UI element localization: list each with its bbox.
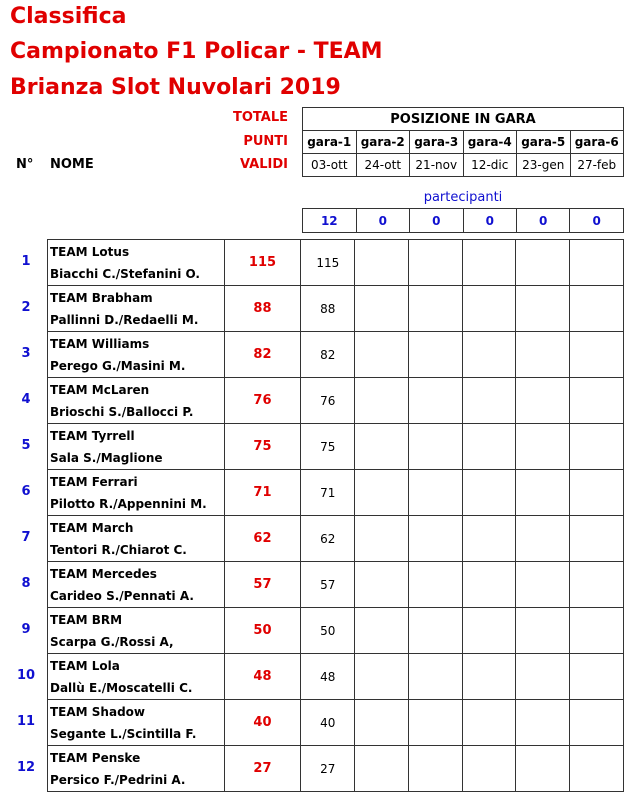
race-4-points — [462, 516, 516, 562]
total-points: 50 — [224, 608, 301, 654]
title-line-2: Campionato F1 Policar - TEAM — [10, 39, 383, 64]
race-3-points — [408, 424, 462, 470]
race-6-points — [570, 424, 624, 470]
race-4-points — [462, 240, 516, 286]
race-4-points — [462, 470, 516, 516]
race-3-points — [408, 378, 462, 424]
team-name: TEAM Penske — [50, 750, 141, 765]
table-row — [48, 240, 624, 286]
race-6-points — [570, 286, 624, 332]
race-date: 21-nov — [410, 154, 464, 177]
race-date: 23-gen — [517, 154, 571, 177]
race-2-points — [355, 700, 409, 746]
race-4-points — [462, 608, 516, 654]
race-6-points — [570, 746, 624, 792]
race-participants: 0 — [463, 209, 516, 233]
total-points: 71 — [224, 470, 301, 516]
race-2-points — [355, 516, 409, 562]
table-row — [48, 654, 624, 700]
team-cell — [48, 378, 225, 424]
race-2-points — [355, 746, 409, 792]
race-5-points — [516, 700, 570, 746]
race-1-points: 75 — [301, 424, 355, 470]
total-points: 57 — [224, 562, 301, 608]
drivers: Pallinni D./Redaelli M. — [50, 312, 199, 327]
race-2-points — [355, 424, 409, 470]
table-row — [48, 562, 624, 608]
position-number: 1 — [21, 254, 31, 269]
drivers: Carideo S./Pennati A. — [50, 588, 194, 603]
race-5-points — [516, 470, 570, 516]
drivers: Pilotto R./Appennini M. — [50, 496, 207, 511]
race-6-points — [570, 470, 624, 516]
race-4-points — [462, 654, 516, 700]
position-number: 6 — [21, 484, 31, 499]
race-4-points — [462, 332, 516, 378]
race-3-points — [408, 700, 462, 746]
header-totale: TOTALE — [232, 110, 288, 125]
race-2-points — [355, 470, 409, 516]
race-3-points — [408, 746, 462, 792]
position-number: 7 — [21, 530, 31, 545]
race-2-points — [355, 378, 409, 424]
team-cell — [48, 516, 225, 562]
team-cell — [48, 562, 225, 608]
team-name: TEAM March — [50, 520, 134, 535]
position-number: 10 — [16, 668, 36, 683]
team-name: TEAM Brabham — [50, 290, 153, 305]
race-4-points — [462, 424, 516, 470]
participants-table — [302, 208, 624, 233]
race-6-points — [570, 608, 624, 654]
header-partecipanti: partecipanti — [423, 190, 503, 205]
race-3-points — [408, 516, 462, 562]
team-cell — [48, 286, 225, 332]
race-participants: 0 — [410, 209, 463, 233]
race-participants: 0 — [516, 209, 569, 233]
race-5-points — [516, 240, 570, 286]
table-row — [48, 470, 624, 516]
race-label: gara-1 — [303, 131, 357, 154]
race-label: gara-5 — [517, 131, 571, 154]
race-label: gara-6 — [570, 131, 624, 154]
team-name: TEAM Shadow — [50, 704, 145, 719]
drivers: Brioschi S./Ballocci P. — [50, 404, 194, 419]
race-3-points — [408, 608, 462, 654]
team-name: TEAM McLaren — [50, 382, 150, 397]
race-2-points — [355, 562, 409, 608]
team-cell — [48, 332, 225, 378]
race-1-points: 62 — [301, 516, 355, 562]
race-label: gara-2 — [356, 131, 410, 154]
team-cell — [48, 424, 225, 470]
race-6-points — [570, 516, 624, 562]
race-1-points: 57 — [301, 562, 355, 608]
team-name: TEAM Mercedes — [50, 566, 157, 581]
table-row — [48, 286, 624, 332]
race-participants: 0 — [356, 209, 409, 233]
race-4-points — [462, 286, 516, 332]
total-points: 40 — [224, 700, 301, 746]
title-line-3: Brianza Slot Nuvolari 2019 — [10, 75, 341, 100]
team-cell — [48, 240, 225, 286]
race-1-points: 115 — [301, 240, 355, 286]
total-points: 27 — [224, 746, 301, 792]
race-3-points — [408, 562, 462, 608]
position-number: 11 — [16, 714, 36, 729]
race-1-points: 71 — [301, 470, 355, 516]
race-participants: 0 — [570, 209, 624, 233]
race-6-points — [570, 562, 624, 608]
table-row — [48, 746, 624, 792]
race-header-table — [302, 107, 624, 177]
race-5-points — [516, 746, 570, 792]
drivers: Scarpa G./Rossi A, — [50, 634, 174, 649]
race-3-points — [408, 470, 462, 516]
drivers: Segante L./Scintilla F. — [50, 726, 197, 741]
header-punti: PUNTI — [243, 134, 288, 149]
race-2-points — [355, 240, 409, 286]
team-cell — [48, 470, 225, 516]
race-6-points — [570, 654, 624, 700]
total-points: 82 — [224, 332, 301, 378]
position-number: 9 — [21, 622, 31, 637]
header-num: N° — [16, 157, 34, 172]
race-date: 12-dic — [463, 154, 517, 177]
race-3-points — [408, 286, 462, 332]
race-5-points — [516, 286, 570, 332]
race-6-points — [570, 700, 624, 746]
race-5-points — [516, 562, 570, 608]
drivers: Persico F./Pedrini A. — [50, 772, 186, 787]
team-name: TEAM Williams — [50, 336, 150, 351]
position-number: 5 — [21, 438, 31, 453]
position-number: 3 — [21, 346, 31, 361]
race-1-points: 40 — [301, 700, 355, 746]
race-date: 24-ott — [356, 154, 410, 177]
header-name: NOME — [50, 157, 94, 172]
drivers: Biacchi C./Stefanini O. — [50, 266, 200, 281]
race-date: 27-feb — [570, 154, 624, 177]
race-3-points — [408, 654, 462, 700]
race-4-points — [462, 700, 516, 746]
race-1-points: 48 — [301, 654, 355, 700]
total-points: 115 — [224, 240, 301, 286]
team-name: TEAM Ferrari — [50, 474, 138, 489]
race-1-points: 76 — [301, 378, 355, 424]
team-name: TEAM Lotus — [50, 244, 130, 259]
race-5-points — [516, 608, 570, 654]
race-6-points — [570, 378, 624, 424]
race-date: 03-ott — [303, 154, 357, 177]
table-row — [48, 378, 624, 424]
race-3-points — [408, 332, 462, 378]
table-row — [48, 424, 624, 470]
race-1-points: 27 — [301, 746, 355, 792]
header-posizione: POSIZIONE IN GARA — [303, 108, 624, 131]
position-number: 2 — [21, 300, 31, 315]
race-5-points — [516, 516, 570, 562]
race-1-points: 82 — [301, 332, 355, 378]
total-points: 76 — [224, 378, 301, 424]
title-line-1: Classifica — [10, 4, 127, 29]
race-2-points — [355, 654, 409, 700]
race-label: gara-4 — [463, 131, 517, 154]
team-name: TEAM Tyrrell — [50, 428, 135, 443]
drivers: Sala S./Maglione — [50, 450, 163, 465]
race-1-points: 50 — [301, 608, 355, 654]
race-1-points: 88 — [301, 286, 355, 332]
total-points: 48 — [224, 654, 301, 700]
race-participants: 12 — [303, 209, 357, 233]
table-row — [48, 700, 624, 746]
race-5-points — [516, 332, 570, 378]
race-6-points — [570, 332, 624, 378]
drivers: Perego G./Masini M. — [50, 358, 186, 373]
race-5-points — [516, 654, 570, 700]
team-name: TEAM BRM — [50, 612, 123, 627]
race-label: gara-3 — [410, 131, 464, 154]
race-4-points — [462, 562, 516, 608]
table-row — [48, 608, 624, 654]
race-5-points — [516, 378, 570, 424]
standings-table — [47, 239, 624, 792]
position-number: 8 — [21, 576, 31, 591]
race-3-points — [408, 240, 462, 286]
team-cell — [48, 654, 225, 700]
total-points: 62 — [224, 516, 301, 562]
drivers: Dallù E./Moscatelli C. — [50, 680, 193, 695]
drivers: Tentori R./Chiarot C. — [50, 542, 187, 557]
race-6-points — [570, 240, 624, 286]
race-5-points — [516, 424, 570, 470]
team-cell — [48, 746, 225, 792]
total-points: 88 — [224, 286, 301, 332]
table-row — [48, 332, 624, 378]
race-4-points — [462, 746, 516, 792]
team-name: TEAM Lola — [50, 658, 120, 673]
race-2-points — [355, 286, 409, 332]
race-2-points — [355, 332, 409, 378]
position-number: 4 — [21, 392, 31, 407]
team-cell — [48, 608, 225, 654]
race-2-points — [355, 608, 409, 654]
header-validi: VALIDI — [240, 157, 288, 172]
position-number: 12 — [16, 760, 36, 775]
total-points: 75 — [224, 424, 301, 470]
table-row — [48, 516, 624, 562]
race-4-points — [462, 378, 516, 424]
team-cell — [48, 700, 225, 746]
